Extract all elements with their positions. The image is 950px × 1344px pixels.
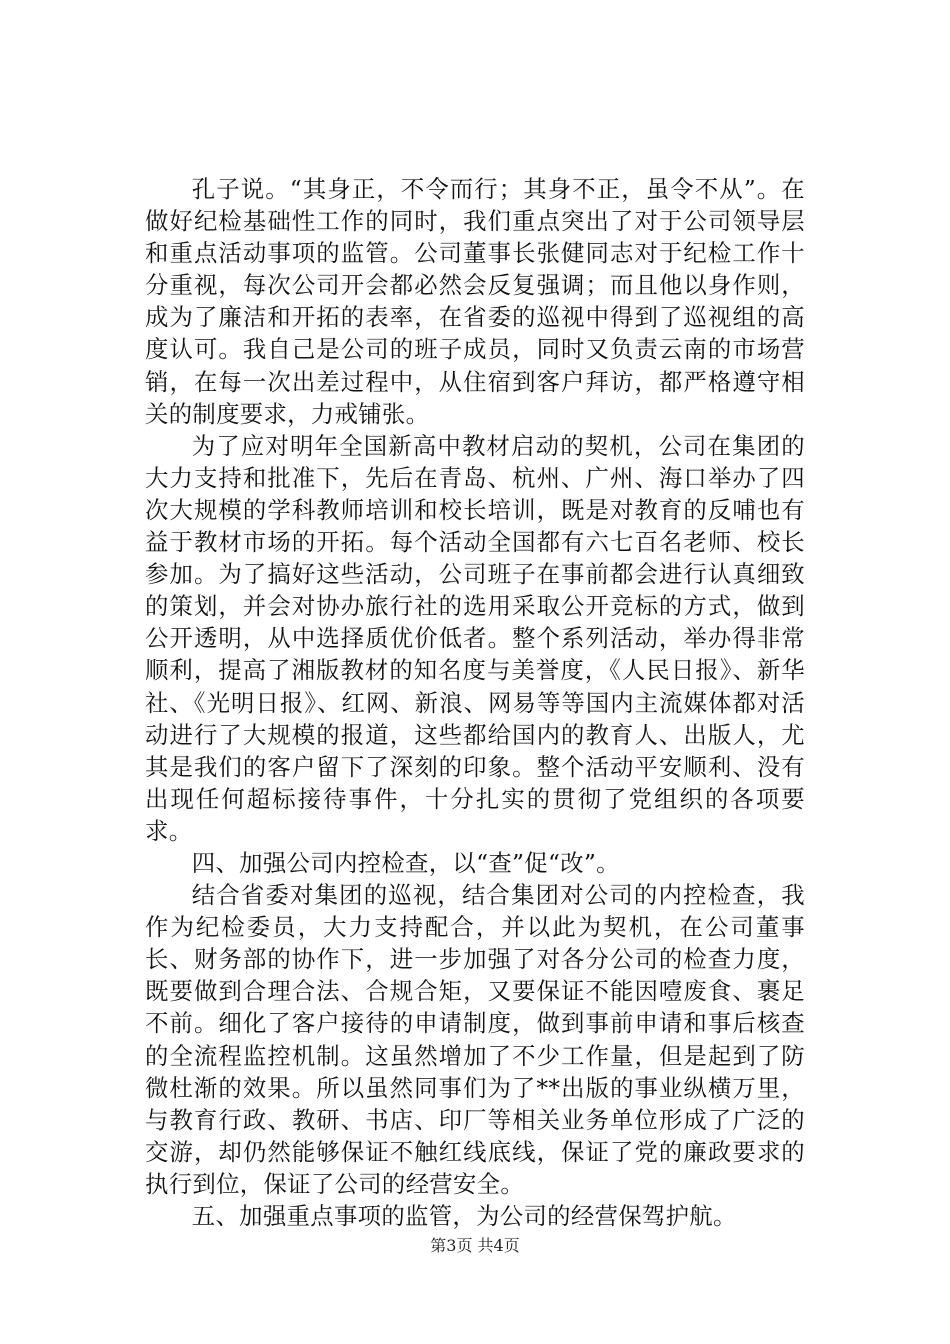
section-heading-internal-control: 四、加强公司内控检查，以“查”促“改”。 — [191, 848, 620, 877]
paragraph-training-activities: 为了应对明年全国新高中教材启动的契机，公司在集团的大力支持和批准下，先后在青岛、杭州、广州、海口举办了四次大规模的学科教师培训和校长培训，既是对教育的反哺也有益于教材市场的开拓。每个活动全国都有六七百名老师、校长参加。为了搞好这些活动，公司班子在事前都会进行认真细致的策划，并会对协办旅行社的选用采取公开竞标的方式，做到公开透明，从中选择质优价低者。整个系列活动，举办得非常顺利，提高了湘版教材的知名度与美誉度，《人民日报》、新华社、《光明日报》、红网、新浪、网易等等国内主流媒体都对活动进行了大规模的报道，这些都给国内的教育人、出版人，尤其是我们的客户留下了深刻的印象。整个活动平安顺利、没有出现任何超标接待事件，十分扎实的贯彻了党组织的各项要求。 — [145, 431, 805, 845]
page-number-footer: 第3页 共4页 — [430, 1236, 520, 1255]
document-body — [145, 173, 805, 1232]
paragraph-internal-control: 结合省委对集团的巡视，结合集团对公司的内控检查，我作为纪检委员，大力支持配合，并以此为契机，在公司董事长、财务部的协作下，进一步加强了对各分公司的检查力度，既要做到合理合法、合规合矩，又要保证不能因噎废食、裹足不前。细化了客户接待的申请制度，做到事前申请和事后核查的全流程监控机制。这虽然增加了不少工作量，但是起到了防微杜渐的效果。所以虽然同事们为了**出版的事业纵横万里，与教育行政、教研、书店、印厂等相关业务单位形成了广泛的交游，却仍然能够保证不触红线底线，保证了党的廉政要求的执行到位，保证了公司的经营安全。 — [145, 881, 805, 1198]
section-heading-key-matters: 五、加强重点事项的监管，为公司的经营保驾护航。 — [191, 1202, 737, 1230]
paragraph-supervision-leaders: 孔子说。“其身正，不令而行；其身不正，虽令不从”。在做好纪检基础性工作的同时，我们重点突出了对于公司领导层和重点活动事项的监管。公司董事长张健同志对于纪检工作十分重视，每次公司开会都必然会反复强调；而且他以身作则，成为了廉洁和开拓的表率，在省委的巡视中得到了巡视组的高度认可。我自己是公司的班子成员，同时又负责云南的市场营销，在每一次出差过程中，从住宿到客户拜访，都严格遵守相关的制度要求，力戒铺张。 — [145, 175, 805, 428]
